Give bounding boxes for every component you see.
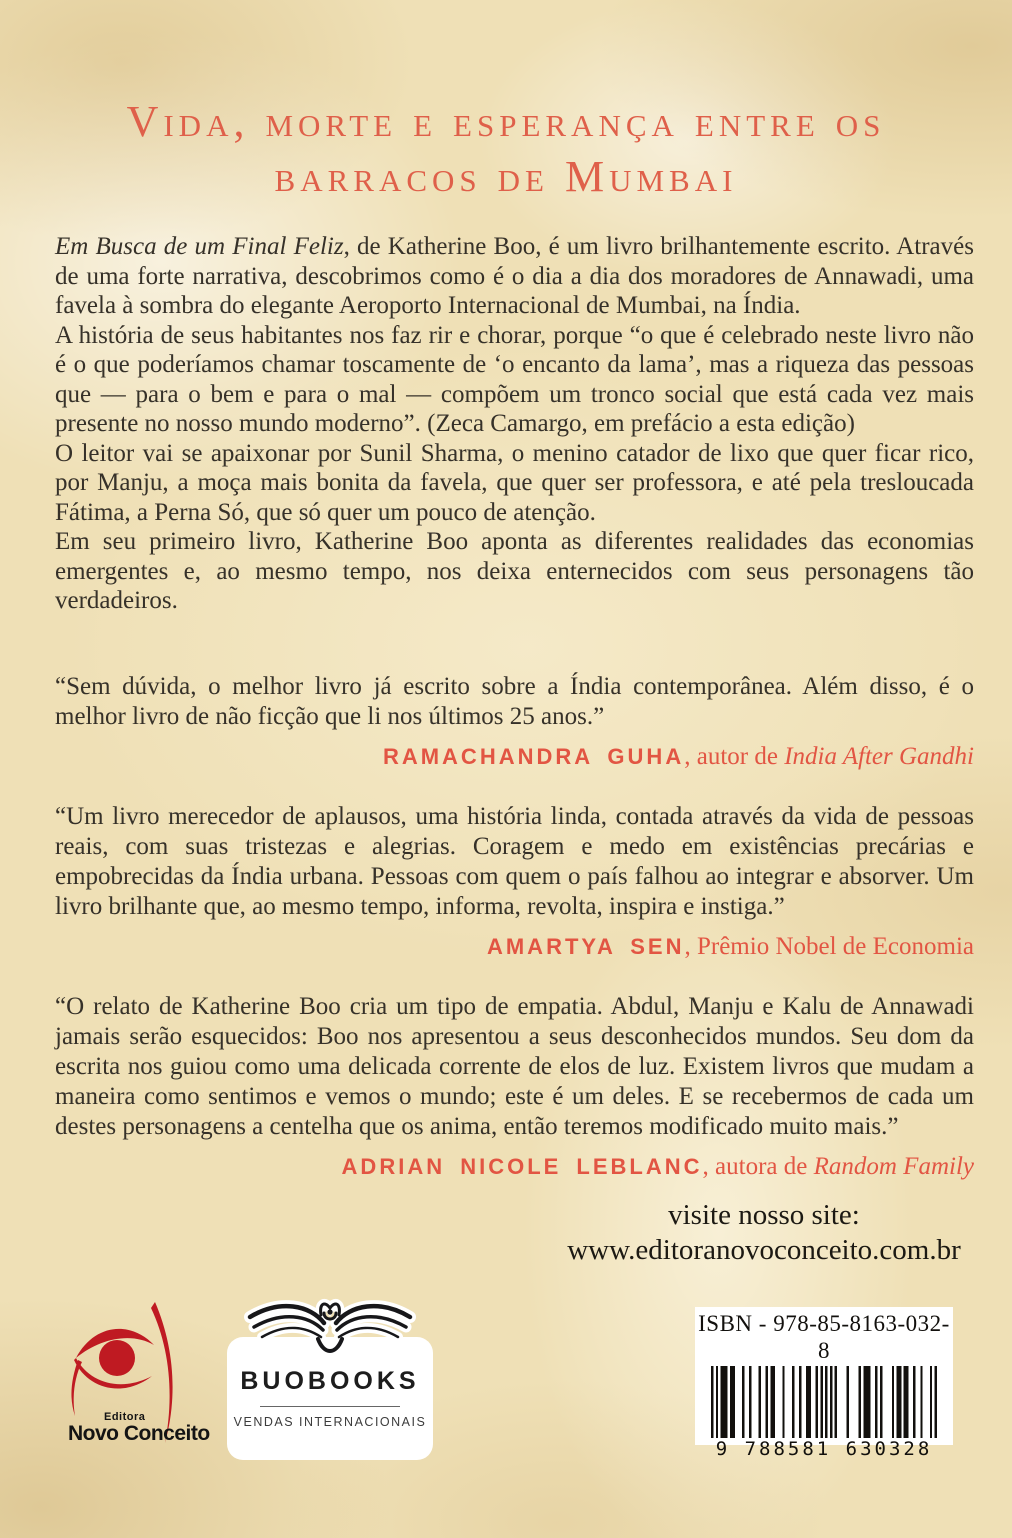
- owl-icon: [242, 1295, 418, 1361]
- reviewer-role-2: , Prêmio Nobel de Economia: [684, 932, 974, 960]
- reviewer-role-3: , autora de: [702, 1152, 814, 1180]
- reviewer-role-1: , autor de: [684, 742, 785, 770]
- reviewer-name-2: AMARTYA SEN: [486, 933, 685, 959]
- review-quote-3: “O relato de Katherine Boo cria um tipo de empatia. Abdul, Manju e Kalu de Annawadi jamais serão esquecidos: Boo nos apresentou a seus desconhecidos mundos. Seu dom da escrita nos guiou como uma delicada corrente de elos de luz. Existem livros que mudam a maneira como sentimos e vemos o mundo; este é um deles. E se recebermos de cada um destes personagens a centelha que os anima, então teremos modificado muito mais.”: [55, 992, 974, 1140]
- site-label: visite nosso site:: [668, 1198, 860, 1231]
- synopsis-paragraph-1: [55, 232, 974, 321]
- site-block: [544, 1198, 984, 1268]
- review-attribution-3: [55, 1152, 974, 1182]
- reviewer-name-1: RAMACHANDRA GUHA: [382, 743, 685, 769]
- review-attribution-2: [55, 932, 974, 962]
- synopsis-paragraph-4: Em seu primeiro livro, Katherine Boo aponta as diferentes realidades das economias emergentes e, ao mesmo tempo, nos deixa enternecidos com seus personagens tão verdadeiros.: [55, 528, 974, 614]
- tagline-line-2: barracos de Mumbai: [274, 152, 738, 201]
- synopsis: [55, 232, 974, 616]
- review-quote-1: “Sem dúvida, o melhor livro já escrito sobre a Índia contemporânea. Além disso, é o melhor livro de não ficção que li nos últimos 25 anos.”: [55, 672, 974, 730]
- distributor-divider: [260, 1406, 400, 1407]
- publisher-logo: [62, 1296, 212, 1448]
- distributor-card: [227, 1337, 433, 1460]
- cover-tagline: [0, 0, 1012, 204]
- reviewer-name-3: ADRIAN NICOLE LEBLANC: [341, 1153, 703, 1179]
- tagline-line-1: Vida, morte e esperança entre os: [126, 97, 886, 146]
- reviewer-work-1: India After Gandhi: [784, 742, 974, 770]
- synopsis-paragraph-1-rest: , de Katherine Boo, é um livro brilhantemente escrito. Através de uma forte narrativa, descobrimos como é o dia a dia dos moradores de Annawadi, uma favela à sombra do elegante Aeroporto Internacional de Mumbai, na Índia.: [55, 233, 974, 319]
- distributor-tagline-label: VENDAS INTERNACIONAIS: [233, 1415, 427, 1429]
- book-title-italic: Em Busca de um Final Feliz: [55, 233, 344, 260]
- reviewer-work-3: Random Family: [813, 1152, 974, 1180]
- publisher-logo-text: [68, 1412, 208, 1444]
- synopsis-paragraph-2: A história de seus habitantes nos faz rir e chorar, porque “o que é celebrado neste livro não é o que poderíamos chamar toscamente de ‘o encanto da lama’, mas a riqueza das pessoas que — para o bem e para o mal — compõem um tronco social que está cada vez mais presente no nosso mundo moderno”. (Zeca Camargo, em prefácio a esta edição): [55, 321, 974, 437]
- isbn-barcode-box: [695, 1307, 953, 1460]
- barcode-bars-icon: [711, 1366, 937, 1438]
- barcode-bars: [711, 1366, 937, 1438]
- publisher-editora-label: Editora: [104, 1411, 146, 1423]
- isbn-label: ISBN - 978-85-8163-032-8: [698, 1311, 950, 1363]
- publisher-name-label: Novo Conceito: [68, 1422, 210, 1445]
- barcode-digits: 9 788581 630328: [715, 1438, 933, 1460]
- review-quote-2: “Um livro merecedor de aplausos, uma história linda, contada através da vida de pessoas reais, com suas tristezas e alegrias. Coragem e medo em existências precárias e empobrecidas da Índia urbana. Pessoas com quem o país falhou ao integrar e absorver. Um livro brilhante que, ao mesmo tempo, informa, revolta, inspira e instiga.”: [55, 802, 974, 920]
- distributor-name-label: BUOBOOKS: [240, 1367, 420, 1395]
- synopsis-paragraph-3: O leitor vai se apaixonar por Sunil Sharma, o menino catador de lixo que quer ficar rico, por Manju, a moça mais bonita da favela, que quer ser professora, e até pela tresloucada Fátima, a Perna Só, que só quer um pouco de atenção.: [55, 439, 974, 526]
- site-url: www.editoranovoconceito.com.br: [567, 1233, 961, 1266]
- review-attribution-1: [55, 742, 974, 772]
